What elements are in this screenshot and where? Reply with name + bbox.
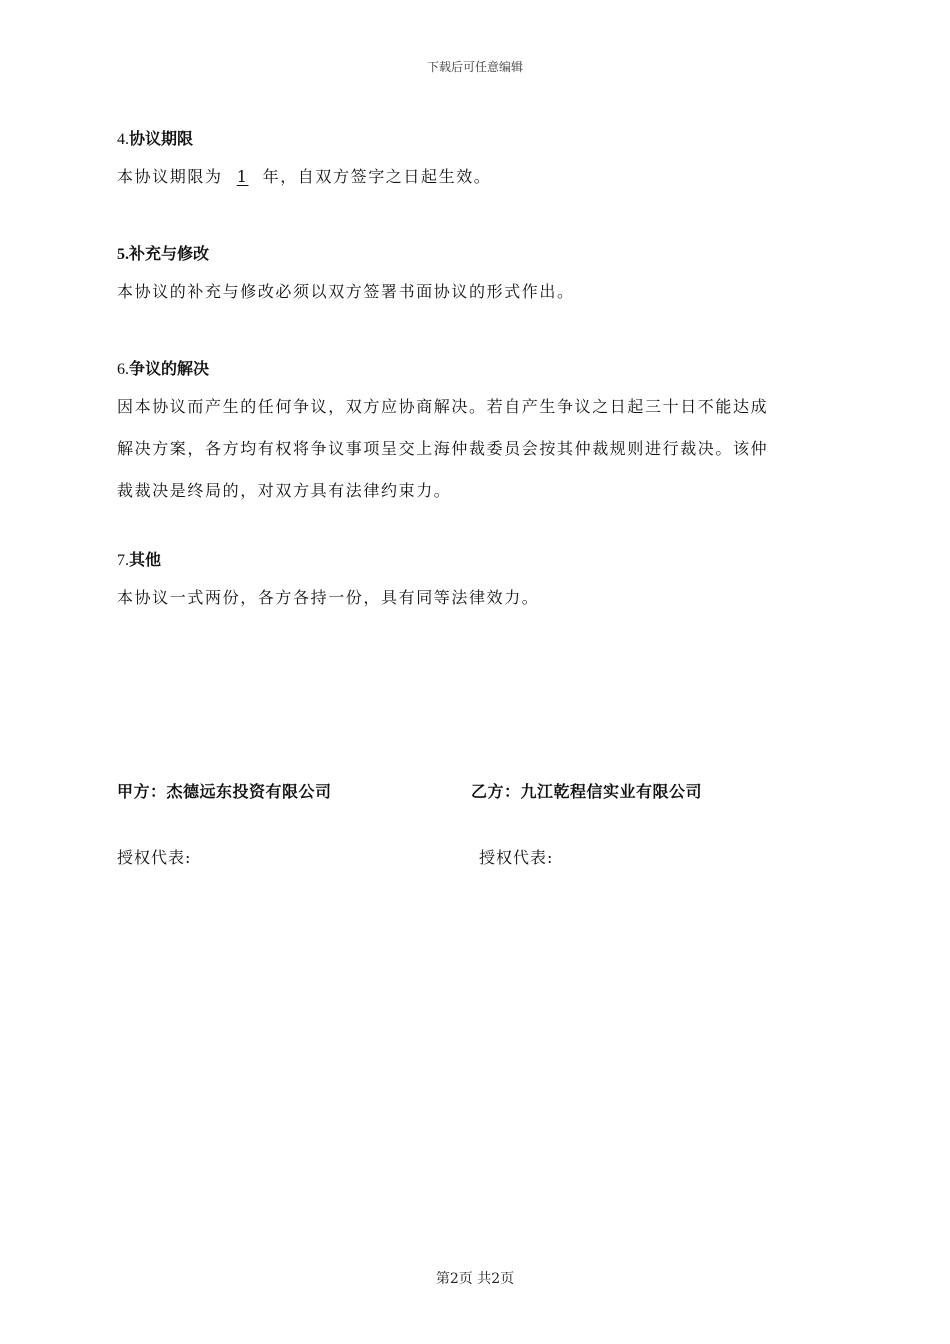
page-header: 下载后可任意编辑 [426,60,523,74]
section-dispute [117,358,837,512]
section-number: 7. [117,552,129,569]
party-a-name: 甲方：杰德远东投资有限公司 [117,782,332,801]
party-a-representative-label: 授权代表: [117,848,192,867]
section-title: 其他 [129,550,162,569]
paragraph-line: 本协议的补充与修改必须以双方签署书面协议的形式作出。 [117,282,575,301]
section-body [117,577,837,619]
section-amendment [117,243,837,313]
section-heading [117,128,837,150]
section-body [117,386,837,512]
text-fragment: 年，自双方签字之日起生效。 [262,167,492,186]
section-term [117,128,837,198]
paragraph-line: 因本协议而产生的任何争议，双方应协商解决。若自产生争议之日起三十日不能达成 [117,397,769,416]
section-number: 4. [117,131,129,148]
section-body [117,271,837,313]
text-fragment: 本协议期限为 [117,167,223,186]
section-heading [117,243,837,265]
section-title: 协议期限 [129,129,194,148]
party-b-name: 乙方：九江乾程信实业有限公司 [471,782,703,801]
party-b-representative-label: 授权代表: [479,848,554,867]
term-years-value: 1 [236,167,249,186]
section-number: 5. [117,246,129,263]
section-title: 争议的解决 [129,359,210,378]
section-body [117,156,837,198]
paragraph-line: 解决方案，各方均有权将争议事项呈交上海仲裁委员会按其仲裁规则进行裁决。该仲 [117,439,769,458]
page-footer: 第2页 共2页 [435,1271,515,1287]
paragraph-line [117,156,837,198]
section-number: 6. [117,361,129,378]
paragraph-line: 裁裁决是终局的，对双方具有法律约束力。 [117,481,452,500]
section-other [117,549,837,619]
section-heading [117,549,837,571]
paragraph-line: 本协议一式两份，各方各持一份，具有同等法律效力。 [117,588,540,607]
section-heading [117,358,837,380]
section-title: 补充与修改 [129,244,210,263]
